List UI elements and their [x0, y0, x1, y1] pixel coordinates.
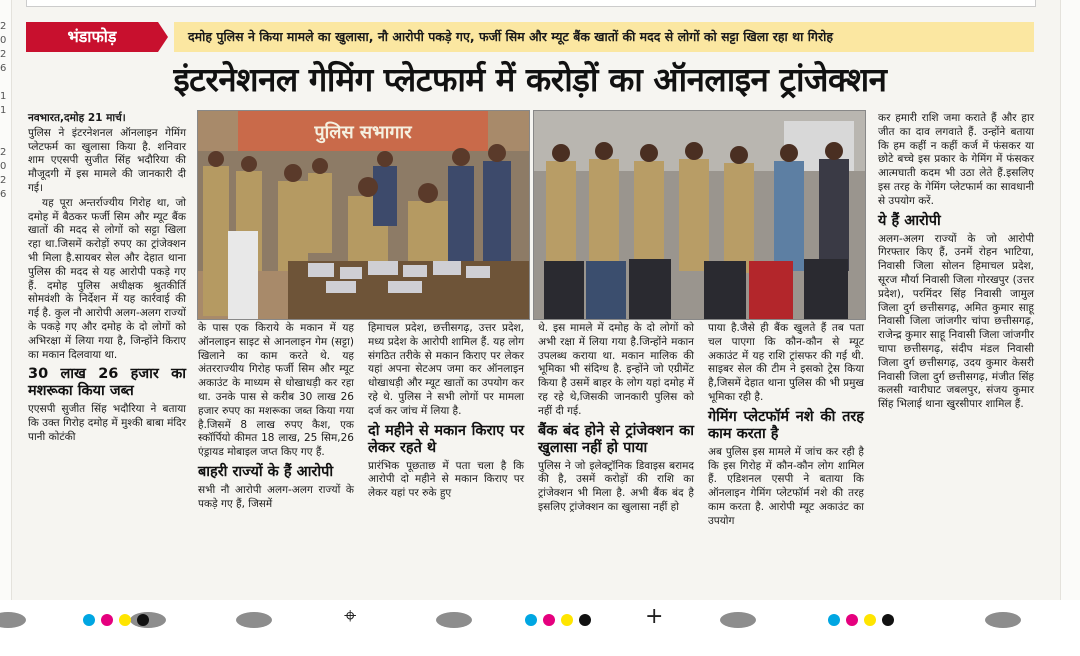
magenta-dot	[101, 614, 113, 626]
paragraph: यह पूरा अन्तर्राज्यीय गिरोह था, जो दमोह में बैठकर फर्जी सिम और म्यूट बैंक खातों की मदद से लोगों को सट्टा खिला रहा था.जिसमें करोड़ों रुपए का ट्रांजेक्शन भी मिला है.सायबर सेल और देहात थाना पुलिस की मदद से यह आरोपी पकड़े गए हैं. दमोह पुलिस अधीक्षक श्रुतकीर्ति सोमवंशी के निर्देशन में यह कार्रवाई की गई है. कुल नौ आरोपी अलग-अलग राज्यों के पकड़े गए और दमोह के दो लोगों को अभिरक्षा में लिया गया है, जिन्होंने किराए का मकान दिलवाया था.	[28, 196, 186, 361]
headline: इंटरनेशनल गेमिंग प्लेटफार्म में करोड़ों का ऑनलाइन ट्रांजेक्शन	[173, 60, 887, 99]
subheadline: दमोह पुलिस ने किया मामले का खुलासा, नौ आरोपी पकड़े गए, फर्जी सिम और म्यूट बैंक खातों की मदद से लोगों को सट्टा खिला रहा था गिरोह	[174, 22, 1034, 52]
adjacent-page-edge-text: 2 0 2 6 1 1 2 0 2 6	[0, 21, 7, 200]
print-registration-band	[0, 600, 1080, 656]
article-column-5	[708, 322, 864, 530]
black-dot	[882, 614, 894, 626]
article-column-2	[198, 322, 354, 513]
registration-oval-mark	[236, 612, 272, 628]
article-column-4	[538, 322, 694, 516]
yellow-dot	[119, 614, 131, 626]
paragraph: अलग-अलग राज्यों के जो आरोपी गिरफ्तार किए हैं, उनमें रोहन भाटिया, निवासी जिला सोलन हिमाचल प्रदेश, सूरज मौर्या निवासी जिला गोरखपुर (उत्तर प्रदेश), परमिंदर सिंह निवासी जामुल जिला दुर्ग छत्तीसगढ़, अमित कुमार साहू निवासी जिला जांजगीर चांपा छत्तीसगढ़, राजेन्द्र कुमार साहू निवासी जिला जांजगीर चापा छत्तीसगढ़, संदीप मंडल निवासी जिला दुर्ग छत्तीसगढ़, उदय कुमार केसरी निवासी जिला दुर्ग छत्तीसगढ़, मंजीत सिंह कलसी ग्वारीघाट जबलपुर, संजय कुमार सिंह भिलाई थाना खुरसीपार शामिल हैं.	[878, 232, 1034, 411]
accused-lineup-photo-right	[533, 110, 866, 320]
subheading: 30 लाख 26 हजार का मशरूका किया जब्त	[28, 366, 186, 400]
registration-oval-mark	[720, 612, 756, 628]
paragraph: पुलिस ने इंटरनेशनल ऑनलाइन गेमिंग प्लेटफर्म का खुलासा किया है. शनिवार शाम एएसपी सुजीत सिंह भदौरिया की मौजूदगी में इस मामले की जानकारी दी गई।	[28, 126, 186, 194]
cyan-dot	[83, 614, 95, 626]
cyan-dot	[525, 614, 537, 626]
paragraph: कर हमारी राशि जमा कराते हैं और हार जीत का दाव लगवाते हैं. उन्होंने बताया कि हम कहीं न कहीं कर्ज में फंसकर या छोटे बच्चे इस प्रकार के गेमिंग में फंसकर आत्मघाती कदम भी उठा लेते हैं.इसलिए इस तरह के गेमिंग प्लेटफार्म का सावधानी से उपयोग करें.	[878, 112, 1034, 207]
paragraph: के पास एक किराये के मकान में यह ऑनलाइन साइट से आनलाइन गेम (सट्टा) खिलाने का काम करते थे. यह अंतरराज्यीय गिरोह फर्जी सिम और म्यूट अकाउंट के माध्यम से धोखाधड़ी कर रहा था. उनके पास से करीब 30 लाख 26 हजार रुपए का मशरूका जब्त किया गया है.जिसमें 8 लाख रुपए कैश, एक स्कॉर्पियो कीमत 18 लाख, 25 सिम,26 एंड्रायड मोबाइल जप्त किए गए हैं.	[198, 322, 354, 459]
paragraph: हिमाचल प्रदेश, छत्तीसगढ़, उत्तर प्रदेश, मध्य प्रदेश के आरोपी शामिल हैं. यह लोग संगठित तरीके से मकान किराए पर लेकर यहां अपना सेटअप जमा कर ऑनलाइन धोखाधड़ी और म्यूट खातों का उपयोग कर रहे थे. पुलिस ने सभी लोगों पर मामला दर्ज कर जांच में लिया है.	[368, 322, 524, 417]
black-dot	[137, 614, 149, 626]
header-strip	[26, 22, 1034, 52]
photo-sign-text: पुलिस सभागार	[314, 122, 412, 143]
paragraph: थे. इस मामले में दमोह के दो लोगों को अभी रक्षा में लिया गया है.जिन्होंने मकान उपलब्ध कराया था. मकान मालिक की भूमिका भी संदिग्ध है. इन्होंने जो एग्रीमेंट किया है उसमें बाहर के लोग यहां दमोह में रह रहे थे,जिसकी जानकारी पुलिस को नहीं दी गई.	[538, 322, 694, 417]
subheading: ये हैं आरोपी	[878, 212, 941, 229]
article-column-1	[28, 112, 186, 446]
category-tag: भंडाफोड़	[26, 22, 158, 52]
paragraph: सभी नौ आरोपी अलग-अलग राज्यों के पकड़े गए हैं, जिसमें	[198, 483, 354, 510]
black-dot	[579, 614, 591, 626]
previous-article-edge	[26, 0, 1036, 7]
article-column-6	[878, 112, 1034, 413]
magenta-dot	[543, 614, 555, 626]
crosshair-register-mark: +	[645, 604, 664, 629]
yellow-dot	[561, 614, 573, 626]
registration-oval-mark	[985, 612, 1021, 628]
paragraph: अब पुलिस इस मामले में जांच कर रही है कि इस गिरोह में कौन-कौन लोग शामिल हैं. एडिशनल एसपी ने बताया कि ऑनलाइन गेमिंग प्लेटफॉर्म नशे की तरह काम करता है. आरोपी म्यूट अकाउंट का उपयोग	[708, 445, 864, 527]
article-column-3	[368, 322, 524, 502]
magenta-dot	[846, 614, 858, 626]
yellow-dot	[864, 614, 876, 626]
category-tag-arrow	[158, 22, 168, 52]
paragraph: प्रारंभिक पूछताछ में पता चला है कि आरोपी दो महीने से मकान किराए पर लेकर यहां पर रुके हुए	[368, 459, 524, 500]
paragraph: एएसपी सुजीत सिंह भदौरिया ने बताया कि उक्त गिरोह दमोह में मुश्की बाबा मंदिर पानी कोटंकी	[28, 403, 186, 443]
registration-oval-mark	[436, 612, 472, 628]
subheading: बैंक बंद होने से ट्रांजेक्शन का खुलासा नहीं हो पाया	[538, 422, 694, 456]
cyan-dot	[828, 614, 840, 626]
paragraph: पुलिस ने जो इलेक्ट्रॉनिक डिवाइस बरामद की है, उसमें करोड़ों की राशि का ट्रांजेक्शन भी मिला है. अभी बैंक बंद है इसलिए ट्रांजेक्शन का खुलासा नहीं हो	[538, 459, 694, 513]
crosshair-register-mark: ⌖	[344, 604, 357, 629]
subheading: गेमिंग प्लेटफॉर्म नशे की तरह काम करता है	[708, 408, 864, 442]
subheading: बाहरी राज्यों के हैं आरोपी	[198, 463, 334, 480]
dateline: नवभारत,दमोह 21 मार्च।	[28, 112, 126, 124]
press-conference-photo-left	[197, 110, 530, 320]
paragraph: पाया है.जैसे ही बैंक खुलते हैं तब पता चल पाएगा कि कौन-कौन से म्यूट अकाउंट में यह राशि ट्रांसफर की गई थी. साइबर सेल की टीम ने इसको ट्रेस किया है,जिसमें देहात थाना पुलिस की भी प्रमुख भूमिका रही है.	[708, 322, 864, 403]
subheading: दो महीने से मकान किराए पर लेकर रहते थे	[368, 422, 524, 456]
